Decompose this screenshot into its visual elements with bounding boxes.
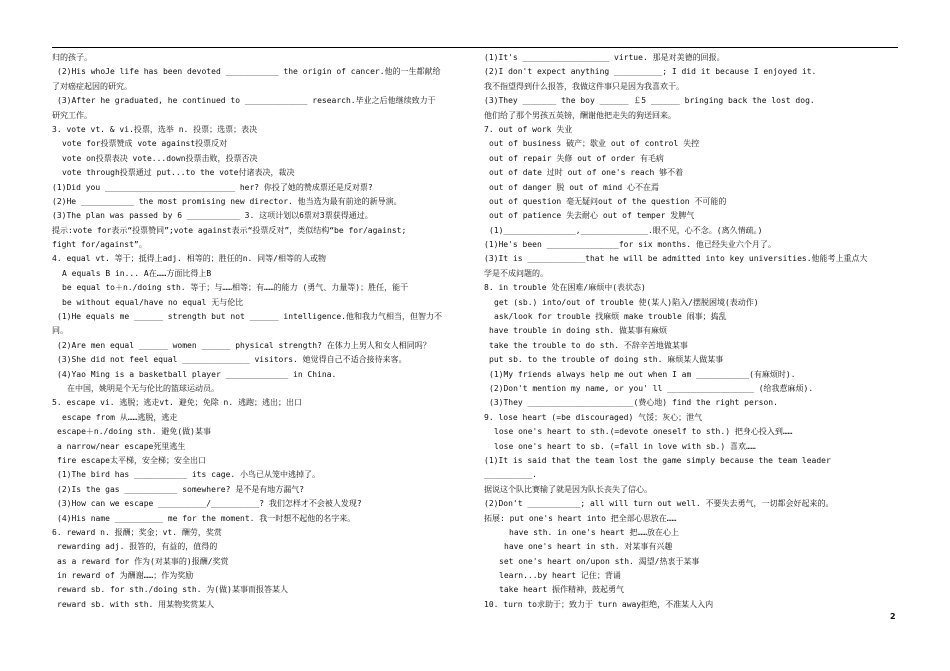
text-line: (3)It is ____________that he will be admitted into key universities.他能考上重点大 (484, 254, 868, 264)
text-line: 同。 (52, 326, 68, 336)
text-line: be equal to＋n./doing sth. 等于；与……相等；有……的能力 (勇气、力量等)；胜任，能干 (62, 283, 409, 293)
text-line: 学是不成问题的。 (484, 268, 548, 278)
text-line: (2)I don't expect anything __________; I did it because I enjoyed it. (484, 67, 817, 77)
text-line: (3)The plan was passed by 6 ___________ 3. 这项计划以6票对3票获得通过。 (52, 211, 373, 221)
text-line: (1)My friends always help me out when I am ___________(有麻烦时). (489, 369, 796, 379)
text-line: (4)Yao Ming is a basketball player _____________ in China. (57, 369, 337, 379)
text-line: have trouble in doing sth. 做某事有麻烦 (489, 326, 668, 336)
text-line: (1)_______________,______________.眼不见，心不念。(离久情疏。) (489, 225, 763, 235)
text-line: 我不指望得到什么报答，我做这件事只是因为我喜欢干。 (484, 81, 684, 91)
text-line: (3)After he graduated, he continued to _____________ research.毕业之后他继续致力于 (57, 96, 436, 106)
text-line: 5. escape vi. 逃脱；逃走vt. 避免；免除 n. 逃跑；逃出；出口 (52, 398, 302, 408)
text-line: (2)Don't mention my name, or you' ll __________________ (给我惹麻烦). (489, 383, 814, 393)
text-line: escape＋n./doing sth. 避免(做)某事 (57, 427, 211, 437)
text-line: (2)His whoJe life has been devoted ___________ the origin of cancer.他的一生都献给 (57, 67, 441, 77)
text-line: ask/look for trouble 找麻烦 make trouble 闹事；捣乱 (494, 312, 727, 322)
text-line: 了对癌症起因的研究。 (52, 81, 132, 91)
text-line: vote on投票表决 vote...down投票击败，投票否决 (62, 153, 258, 163)
text-line: (1)Did you ___________________________ her? 你投了她的赞成票还是反对票? (52, 182, 373, 192)
text-line: reward sb. with sth. 用某物奖赏某人 (57, 599, 215, 609)
text-line: as a reward for 作为(对某事的)报酬/奖赏 (57, 556, 229, 566)
text-line: lose one's heart to sb. (=fall in love with sb.) 喜欢…… (494, 441, 756, 451)
text-line: out of date 过时 out of one's reach 够不着 (489, 168, 684, 178)
text-line: 他们给了那个男孩五英镑，酬谢他把走失的狗送回来。 (484, 110, 676, 120)
text-line: 4. equal vt. 等于；抵得上adj. 相等的；胜任的n. 同等/相等的人或物 (52, 254, 326, 264)
text-line: (1)The bird has ___________ its cage. 小鸟已从笼中逃掉了。 (57, 470, 321, 480)
text-line: out of business 破产；歇业 out of control 失控 (489, 139, 700, 149)
header-rule (52, 47, 898, 48)
page-number: 2 (890, 612, 896, 621)
text-line: 研究工作。 (52, 110, 92, 120)
text-line: 3. vote vt. & vi.投票，选举 n. 投票；选票；表决 (52, 124, 258, 134)
text-line: 归的孩子。 (52, 53, 92, 62)
right-column (484, 51, 898, 612)
text-line: have sth. in one's heart 把……放在心上 (509, 527, 680, 537)
text-line: learn...by heart 记住；背诵 (499, 571, 621, 581)
text-line: (4)His name __________ me for the moment. 我一时想不起他的名字来。 (57, 513, 356, 523)
text-line: 据说这个队比赛输了就是因为队长丧失了信心。 (484, 484, 652, 494)
text-line: out of patience 失去耐心 out of temper 发脾气 (489, 211, 695, 221)
text-line: take heart 振作精神，鼓起勇气 (499, 585, 624, 595)
text-line: lose one's heart to sth.(=devote oneself to sth.) 把身心投入到…… (494, 427, 793, 437)
text-line: (3)They _______ the boy ______ ￡5 ______ bringing back the lost dog. (484, 96, 815, 106)
text-line: out of question 毫无疑问out of the question 不可能的 (489, 196, 727, 206)
text-line: 拓展: put one's heart into 把全部心思放在…… (484, 513, 677, 523)
text-line: in reward of 为酬谢……；作为奖励 (57, 571, 194, 581)
text-line: 10. turn to求助于；致力于 turn away拒绝，不准某人入内 (484, 599, 714, 609)
text-line: (2)Are men equal ______ women ______ physical strength? 在体力上男人和女人相同吗？ (57, 340, 431, 350)
text-line: take the trouble to do sth. 不辞辛苦地做某事 (489, 340, 688, 350)
text-line: (2)He ___________ the most promising new director. 他当选为最有前途的新导演。 (52, 196, 402, 206)
text-line: (1)It is said that the team lost the game simply because the team leader (484, 455, 831, 465)
text-line: 7. out of work 失业 (484, 124, 573, 134)
text-line: 在中国，姚明是个无与伦比的篮球运动员。 (67, 383, 219, 393)
text-line: (1)He equals me ______ strength but not ______ intelligence.他和我力气相当，但智力不 (57, 312, 442, 322)
text-line: vote through投票通过 put...to the vote付诸表决，裁决 (62, 168, 295, 178)
text-line: 8. in trouble 处在困难/麻烦中(表状态) (484, 283, 646, 293)
text-line: 6. reward n. 报酬；奖金；vt. 酬劳，奖赏 (52, 527, 222, 537)
text-line: (3)She did not feel equal ______________ visitors. 她觉得自己不适合接待来客。 (57, 355, 407, 365)
text-line: (1)It's __________________ virtue. 那是对美德的回报。 (484, 53, 725, 62)
text-line: set one's heart on/upon sth. 渴望/热衷于某事 (499, 556, 700, 566)
text-line: be without equal/have no equal 无与伦比 (62, 297, 244, 307)
text-line: rewarding adj. 报答的，有益的，值得的 (57, 542, 218, 552)
text-line: get (sb.) into/out of trouble 使(某人)陷入/摆脱困境(表动作) (494, 297, 759, 307)
text-line: fire escape太平梯，安全梯；安全出口 (57, 455, 206, 465)
text-line: (2)Don't ___________; all will turn out well. 不要失去勇气，一切都会好起来的。 (484, 499, 834, 509)
text-line: __________. (484, 470, 537, 480)
text-line: fight for/against”。 (52, 240, 147, 250)
text-line: (2)Is the gas ___________ somewhere? 是不是有地方漏气? (57, 484, 305, 494)
text-line: have one's heart in sth. 对某事有兴趣 (504, 542, 673, 552)
text-line: 9. lose heart (=be discouraged) 气馁；灰心；泄气 (484, 412, 703, 422)
text-line: out of repair 失修 out of order 有毛病 (489, 153, 664, 163)
text-line: 提示:vote for表示“投票赞同”;vote against表示“投票反对”，类似结构“be for/against; (52, 225, 407, 235)
text-line: reward sb. for sth./doing sth. 为(做)某事而报答某人 (57, 585, 288, 595)
left-column (52, 51, 470, 612)
text-line: put sb. to the trouble of doing sth. 麻烦某人做某事 (489, 355, 724, 365)
text-line: a narrow/near escape死里逃生 (57, 441, 186, 451)
text-line: vote for投票赞成 vote against投票反对 (62, 139, 228, 149)
text-line: (3)They ______________________(费心地) find the right person. (489, 398, 778, 408)
text-line: out of danger 脱 out of mind 心不在焉 (489, 182, 660, 192)
text-line: A equals B in... A在……方面比得上B (62, 268, 212, 278)
text-line: (1)He's been _______________for six months. 他已经失业六个月了。 (484, 240, 776, 250)
text-line: escape from 从……逃脱，逃走 (62, 412, 178, 422)
text-line: (3)How can we escape __________/__________? 我们怎样才不会被人发现? (57, 499, 362, 509)
